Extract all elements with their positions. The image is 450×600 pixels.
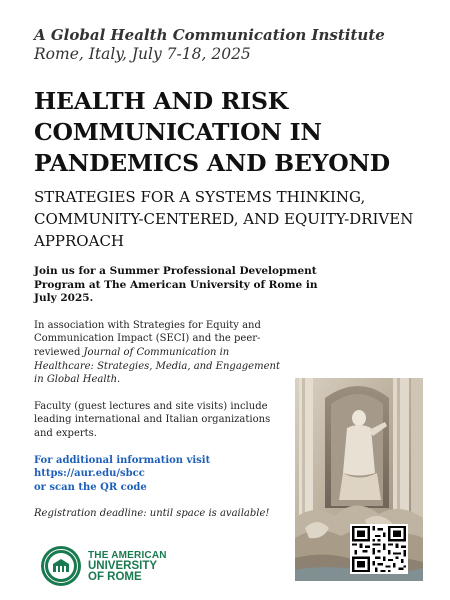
university-name [88,550,167,583]
info-link[interactable]: https://aur.edu/sbcc [34,468,145,480]
university-logo [40,545,240,589]
logo-line-3: OF ROME [88,571,142,583]
association-paragraph [34,319,290,387]
logo-line-1: THE AMERICAN [88,550,167,561]
info-block [34,454,290,495]
logo-line-2: UNIVERSITY [88,560,158,572]
page-subtitle: STRATEGIES FOR A SYSTEMS THINKING, COMMUNITY-CENTERED, AND EQUITY-DRIVEN APPROACH [34,188,414,250]
qr-code-icon[interactable] [350,524,408,574]
registration-deadline: Registration deadline: until space is available! [34,508,270,520]
university-seal-icon [40,545,82,587]
faculty-paragraph: Faculty (guest lectures and site visits) include leading international and Italian organizations and experts. [34,400,271,439]
page-title: HEALTH AND RISK COMMUNICATION IN PANDEMICS AND BEYOND [34,87,390,177]
join-paragraph: Join us for a Summer Professional Development Program at The American University of Rome in July 2025. [34,265,318,305]
info-qr-line: or scan the QR code [34,481,147,493]
association-end: . [117,374,121,386]
location-dates: Rome, Italy, July 7-18, 2025 [34,45,251,63]
header [34,26,434,64]
body-text [34,265,318,521]
association-intro: In association with Strategies for Equity and Communication Impact (SECI) and the peer-reviewed [34,319,261,358]
info-line: For additional information visit [34,454,211,466]
institute-name: A Global Health Communication Institute [34,26,385,44]
journal-name: Journal of Communication in Healthcare: Strategies, Media, and Engagement in Global Health [34,346,280,386]
